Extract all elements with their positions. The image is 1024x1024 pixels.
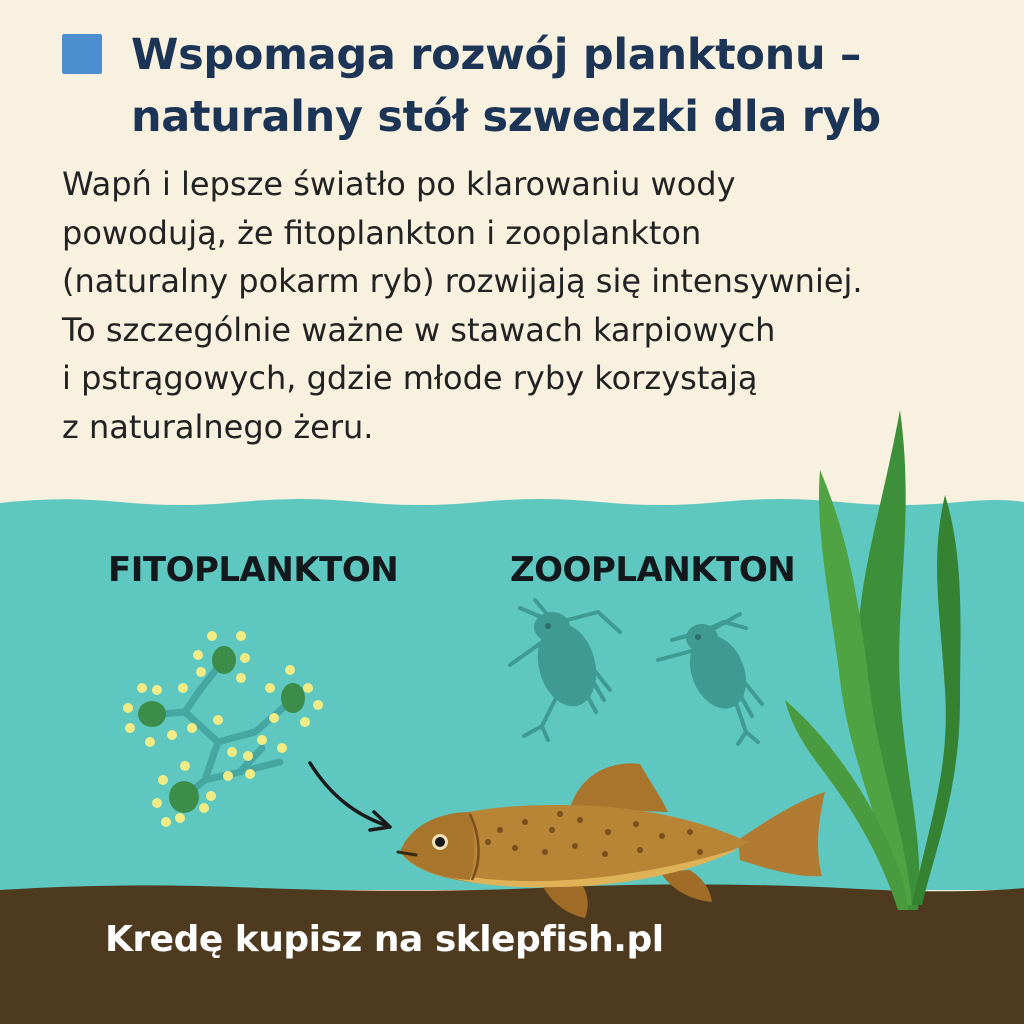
description-line: i pstrągowych, gdzie młode ryby korzystają [62,359,758,397]
description-line: powodują, że fitoplankton i zooplankton [62,213,702,252]
description-line: z naturalnego żeru. [62,407,374,446]
title-line: Wspomaga rozwój planktonu – [131,30,862,80]
description-line: Wapń i lepsze światło po klarowaniu wody [62,165,736,203]
description-line: (naturalny pokarm ryb) rozwijają się intensywniej. [62,262,863,300]
title-line: naturalny stół szwedzki dla ryb [131,92,881,142]
shop-link-text: Kredę kupisz na sklepfish.pl [105,919,664,960]
page-title [131,24,1011,148]
zooplankton-label: ZOOPLANKTON [510,550,796,590]
fitoplankton-label: FITOPLANKTON [108,550,399,590]
description [62,160,982,451]
description-line: To szczególnie ważne w stawach karpiowych [62,310,776,349]
title-bullet [62,34,102,74]
